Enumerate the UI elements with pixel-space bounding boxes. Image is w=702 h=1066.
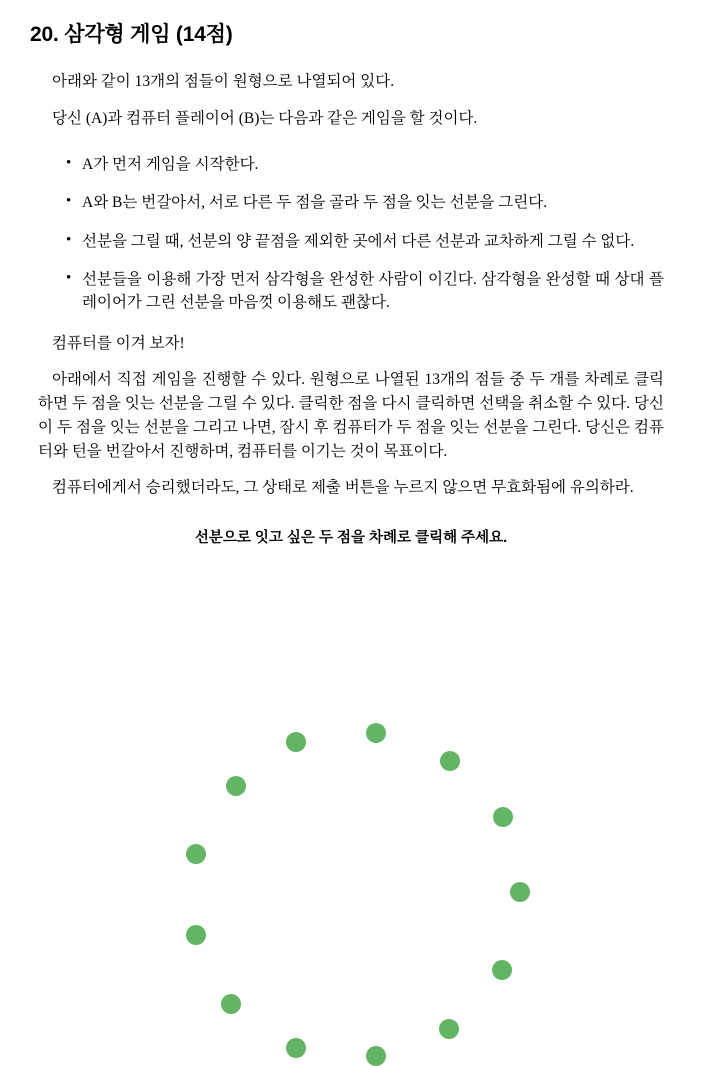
game-instruction: 선분으로 잇고 싶은 두 점을 차례로 클릭해 주세요. xyxy=(194,530,508,547)
intro-paragraph-1: 아래와 같이 13개의 점들이 원형으로 나열되어 있다. xyxy=(52,73,395,90)
list-item: • 선분들을 이용해 가장 먼저 삼각형을 완성한 사람이 이긴다. 삼각형을 완성할 때 상대 플레이어가 그린 선분을 마음껏 이용해도 괜찮다. xyxy=(66,268,664,315)
game-board[interactable] xyxy=(0,555,702,915)
problem-page xyxy=(0,18,702,903)
cheer-text: 컴퓨터를 이겨 보자! xyxy=(52,335,185,353)
game-dot[interactable] xyxy=(366,1046,386,1066)
game-dot[interactable] xyxy=(440,751,460,771)
note-paragraph: 컴퓨터에게서 승리했더라도, 그 상태로 제출 버튼을 누르지 않으면 무효화됨에 유의하라. xyxy=(52,479,634,497)
game-dot[interactable] xyxy=(439,1019,459,1039)
game-dot[interactable] xyxy=(186,925,206,945)
game-dot[interactable] xyxy=(492,960,512,980)
game-dot[interactable] xyxy=(221,994,241,1014)
game-dot[interactable] xyxy=(510,882,530,902)
page-title: 20. 삼각형 게임 (14점) xyxy=(30,23,233,46)
game-dot[interactable] xyxy=(366,723,386,743)
game-dot[interactable] xyxy=(286,732,306,752)
intro-paragraph-2: 당신 (A)과 컴퓨터 플레이어 (B)는 다음과 같은 게임을 할 것이다. xyxy=(52,110,478,128)
list-item: • A와 B는 번갈아서, 서로 다른 두 점을 골라 두 점을 잇는 선분을 그린다. xyxy=(66,191,664,214)
game-dot[interactable] xyxy=(286,1038,306,1058)
body-paragraph: 아래에서 직접 게임을 진행할 수 있다. 원형으로 나열된 13개의 점들 중 두 개를 차례로 클릭하면 두 점을 잇는 선분을 그릴 수 있다. 클릭한 점을 다시 클릭하면 선택을 취소할 수 있다. 당신이 두 점을 잇는 선분을 그리고 나면, 잠시 후 컴퓨터가 두 점을 잇는 선분을 그린다. 당신은 컴퓨터와 턴을 번갈아서 진행하며, 컴퓨터를 이기는 것이 목표이다. xyxy=(38,371,664,461)
game-dot[interactable] xyxy=(493,807,513,827)
list-item: • A가 먼저 게임을 시작한다. xyxy=(66,153,664,176)
game-dot[interactable] xyxy=(186,844,206,864)
rules-list xyxy=(38,153,664,314)
game-dot[interactable] xyxy=(226,776,246,796)
list-item: • 선분을 그릴 때, 선분의 양 끝점을 제외한 곳에서 다른 선분과 교차하게 그릴 수 없다. xyxy=(66,230,664,253)
